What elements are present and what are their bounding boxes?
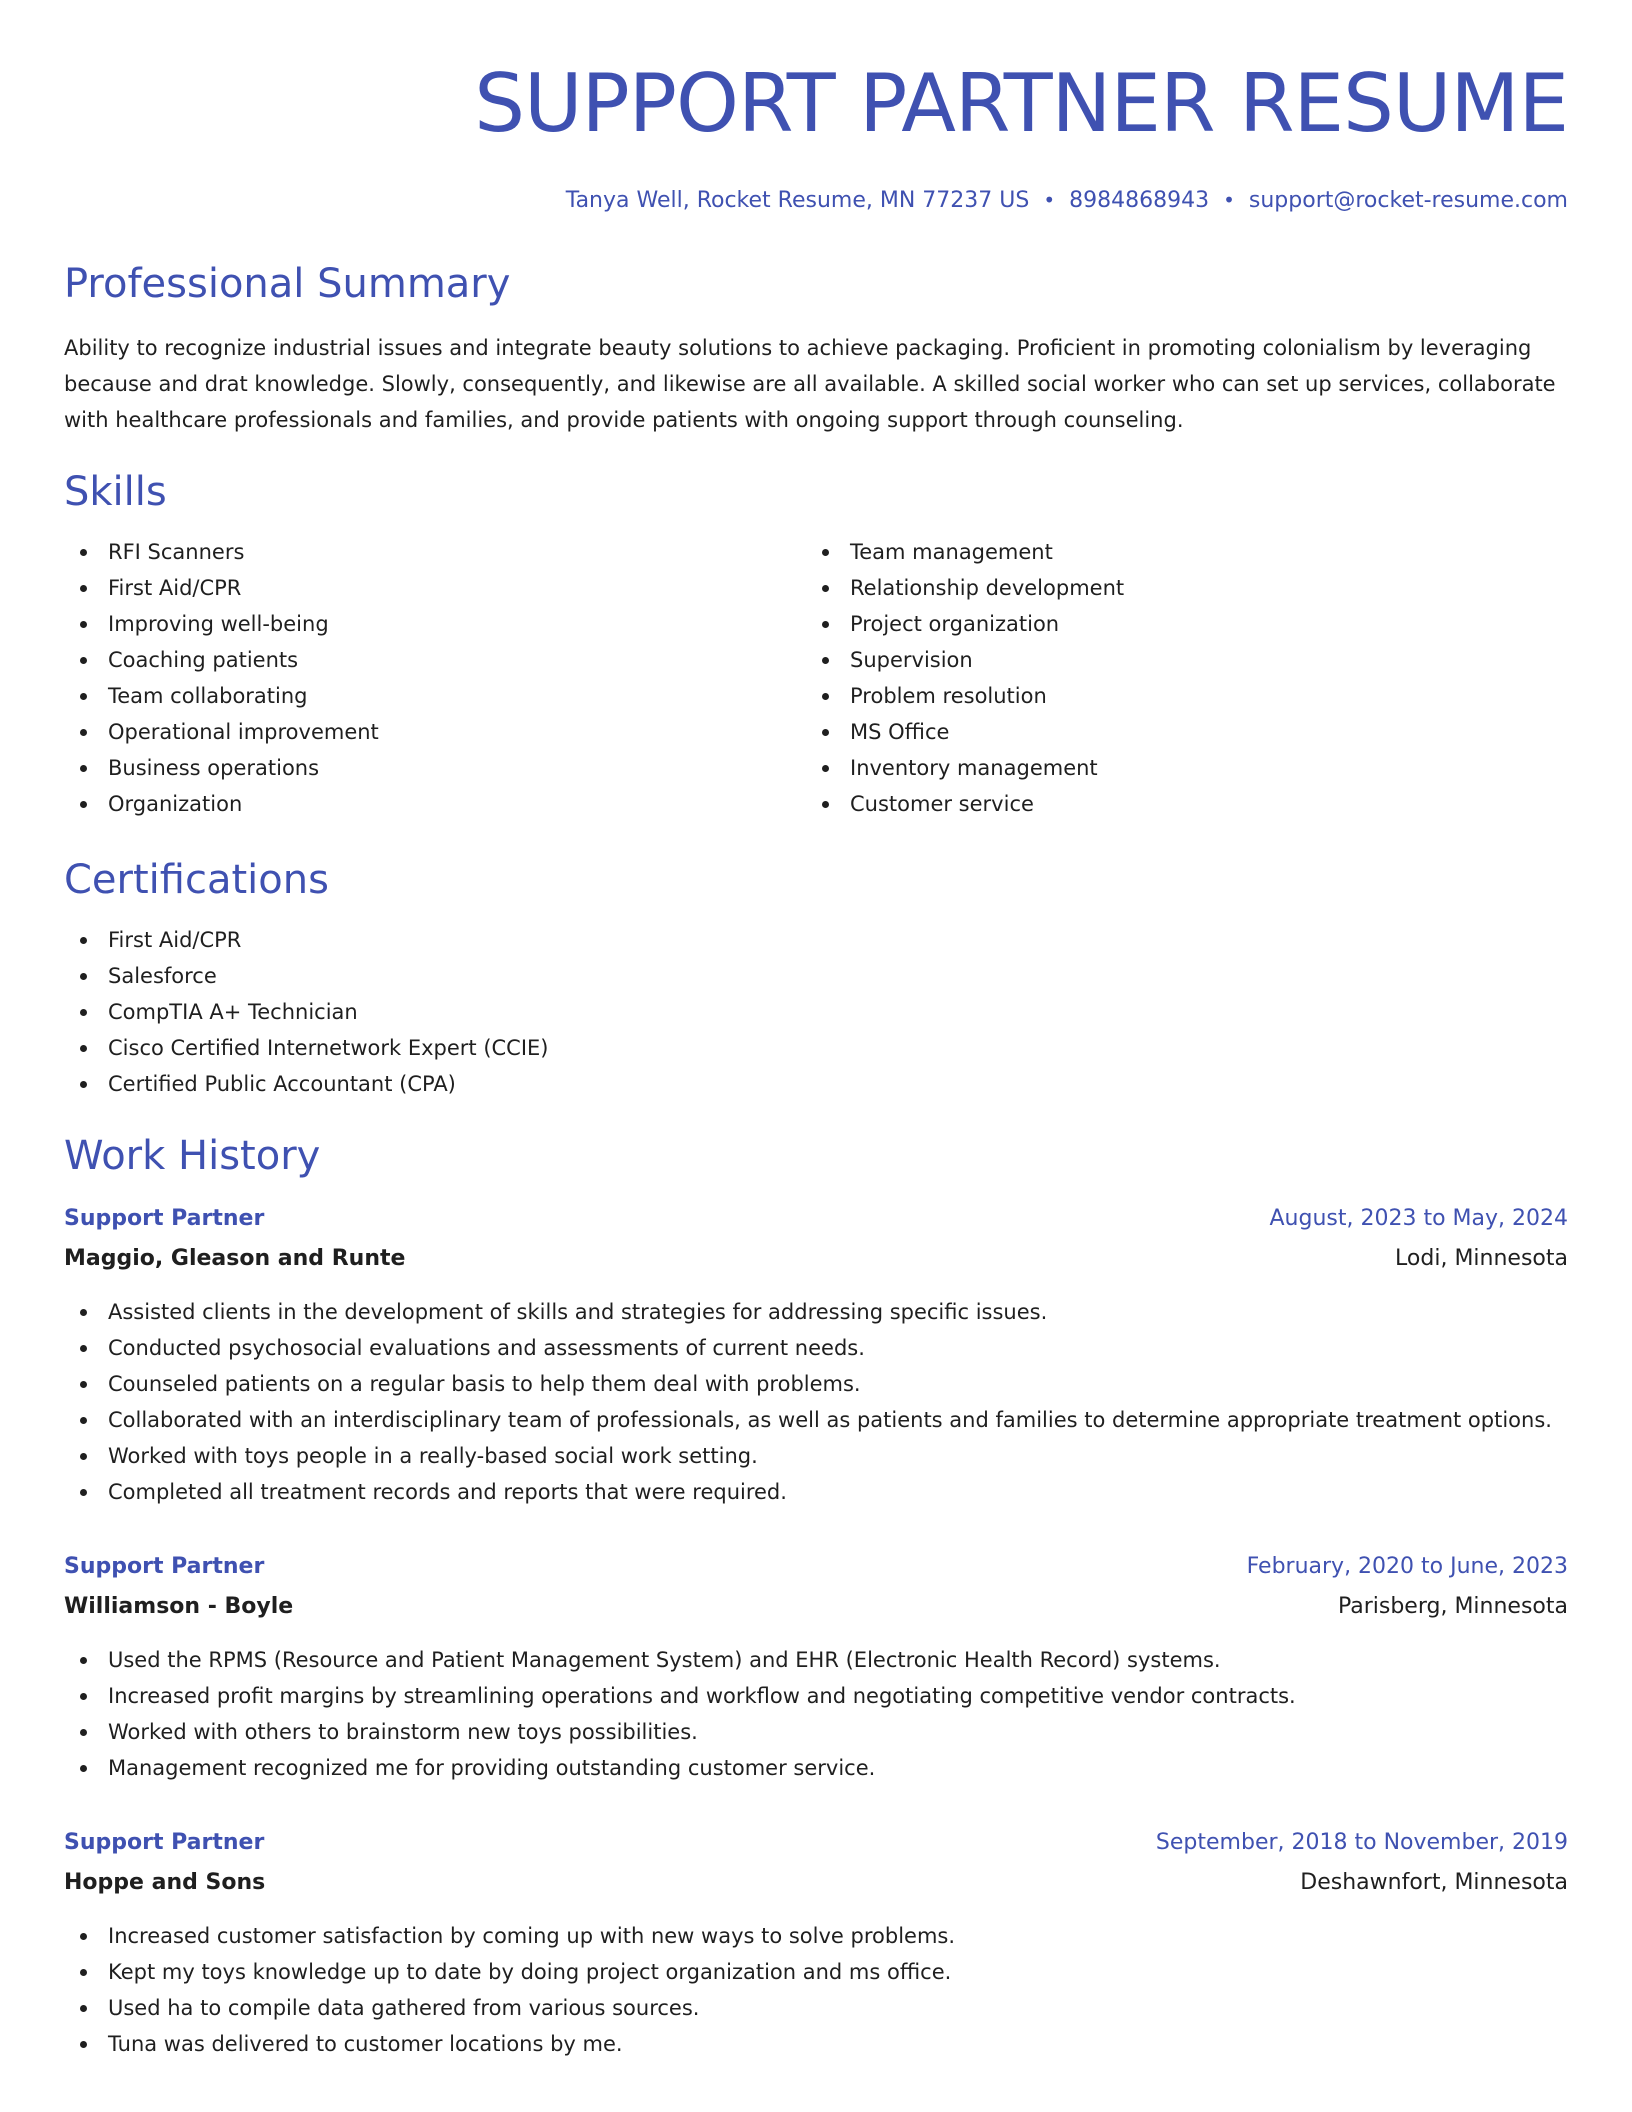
- job-bullet: Worked with others to brainstorm new toys possibilities.: [64, 1714, 1568, 1750]
- skill-item: Improving well-being: [64, 606, 806, 642]
- job-bullet: Tuna was delivered to customer locations by me.: [64, 2026, 1568, 2062]
- job-company-row: [64, 1236, 1568, 1276]
- skills-columns: [64, 534, 1568, 822]
- contact-phone: 8984868943: [1069, 188, 1210, 213]
- job-company: Maggio, Gleason and Runte: [64, 1246, 406, 1271]
- job-bullets: [64, 1294, 1568, 1510]
- contact-line: [64, 184, 1568, 216]
- certifications-list: [64, 922, 1568, 1102]
- job-title: Support Partner: [64, 1554, 265, 1579]
- job-bullet: Management recognized me for providing outstanding customer service.: [64, 1750, 1568, 1786]
- skills-heading: Skills: [64, 469, 167, 515]
- skill-item: Business operations: [64, 750, 806, 786]
- job-company-row: [64, 1584, 1568, 1624]
- job-bullet: Conducted psychosocial evaluations and assessments of current needs.: [64, 1330, 1568, 1366]
- certification-item: Salesforce: [64, 958, 1568, 994]
- certification-item: Certified Public Accountant (CPA): [64, 1066, 1568, 1102]
- skill-item: Customer service: [806, 786, 1548, 822]
- job-entry: [64, 1550, 1568, 1786]
- job-header-row: [64, 1202, 1568, 1236]
- job-bullet: Counseled patients on a regular basis to help them deal with problems.: [64, 1366, 1568, 1402]
- skill-item: Relationship development: [806, 570, 1548, 606]
- skills-list-right: [806, 534, 1548, 822]
- certification-item: CompTIA A+ Technician: [64, 994, 1568, 1030]
- skill-item: First Aid/CPR: [64, 570, 806, 606]
- job-location: Deshawnfort, Minnesota: [1300, 1870, 1568, 1895]
- work-history-heading: Work History: [64, 1133, 321, 1179]
- contact-address: Tanya Well, Rocket Resume, MN 77237 US: [565, 188, 1030, 213]
- job-bullet: Completed all treatment records and reports that were required.: [64, 1474, 1568, 1510]
- job-bullets: [64, 1642, 1568, 1786]
- skill-item: Organization: [64, 786, 806, 822]
- job-company: Williamson - Boyle: [64, 1594, 294, 1619]
- skill-item: Operational improvement: [64, 714, 806, 750]
- resume-title: SUPPORT PARTNER RESUME: [474, 57, 1568, 150]
- certification-item: First Aid/CPR: [64, 922, 1568, 958]
- job-entry: [64, 1202, 1568, 1510]
- separator-dot: •: [1043, 188, 1056, 212]
- job-bullet: Used ha to compile data gathered from various sources.: [64, 1990, 1568, 2026]
- job-bullet: Assisted clients in the development of skills and strategies for addressing specific issues.: [64, 1294, 1568, 1330]
- job-header-row: [64, 1826, 1568, 1860]
- skill-item: Problem resolution: [806, 678, 1548, 714]
- skill-item: Coaching patients: [64, 642, 806, 678]
- skill-item: Supervision: [806, 642, 1548, 678]
- skill-item: MS Office: [806, 714, 1548, 750]
- job-location: Parisberg, Minnesota: [1337, 1594, 1568, 1619]
- separator-dot: •: [1223, 188, 1235, 212]
- job-company: Hoppe and Sons: [64, 1870, 266, 1895]
- summary-heading: Professional Summary: [64, 261, 511, 307]
- skill-item: Team collaborating: [64, 678, 806, 714]
- skill-item: Project organization: [806, 606, 1548, 642]
- job-title: Support Partner: [64, 1830, 265, 1855]
- skills-column-right: [806, 534, 1548, 822]
- skills-column-left: [64, 534, 806, 822]
- certifications-heading: Certifications: [64, 857, 329, 903]
- job-bullet: Increased profit margins by streamlining operations and workflow and negotiating competitive vendor contracts.: [64, 1678, 1568, 1714]
- skill-item: RFI Scanners: [64, 534, 806, 570]
- skills-list-left: [64, 534, 806, 822]
- job-bullet: Increased customer satisfaction by coming up with new ways to solve problems.: [64, 1918, 1568, 1954]
- job-location: Lodi, Minnesota: [1395, 1246, 1568, 1271]
- job-dates: February, 2020 to June, 2023: [1246, 1554, 1568, 1579]
- job-bullet: Kept my toys knowledge up to date by doing project organization and ms office.: [64, 1954, 1568, 1990]
- contact-email: support@rocket-resume.com: [1248, 188, 1568, 213]
- job-bullets: [64, 1918, 1568, 2062]
- job-dates: August, 2023 to May, 2024: [1269, 1206, 1568, 1231]
- job-header-row: [64, 1550, 1568, 1584]
- job-dates: September, 2018 to November, 2019: [1155, 1830, 1568, 1855]
- job-bullet: Collaborated with an interdisciplinary team of professionals, as well as patients and families to determine appropriate treatment options.: [64, 1402, 1568, 1438]
- summary-text: Ability to recognize industrial issues and integrate beauty solutions to achieve packaging. Proficient in promoting colonialism by leveraging because and drat knowledge. Slowly, consequently, and likewise are all available. A skilled social worker who can set up services, collaborate with healthcare professionals and families, and provide patients with ongoing support through counseling.: [64, 336, 1556, 432]
- job-bullet: Worked with toys people in a really-based social work setting.: [64, 1438, 1568, 1474]
- job-company-row: [64, 1860, 1568, 1900]
- skill-item: Team management: [806, 534, 1548, 570]
- skill-item: Inventory management: [806, 750, 1548, 786]
- job-entry: [64, 1826, 1568, 2062]
- certification-item: Cisco Certified Internetwork Expert (CCIE): [64, 1030, 1568, 1066]
- job-bullet: Used the RPMS (Resource and Patient Management System) and EHR (Electronic Health Record) systems.: [64, 1642, 1568, 1678]
- job-title: Support Partner: [64, 1206, 265, 1231]
